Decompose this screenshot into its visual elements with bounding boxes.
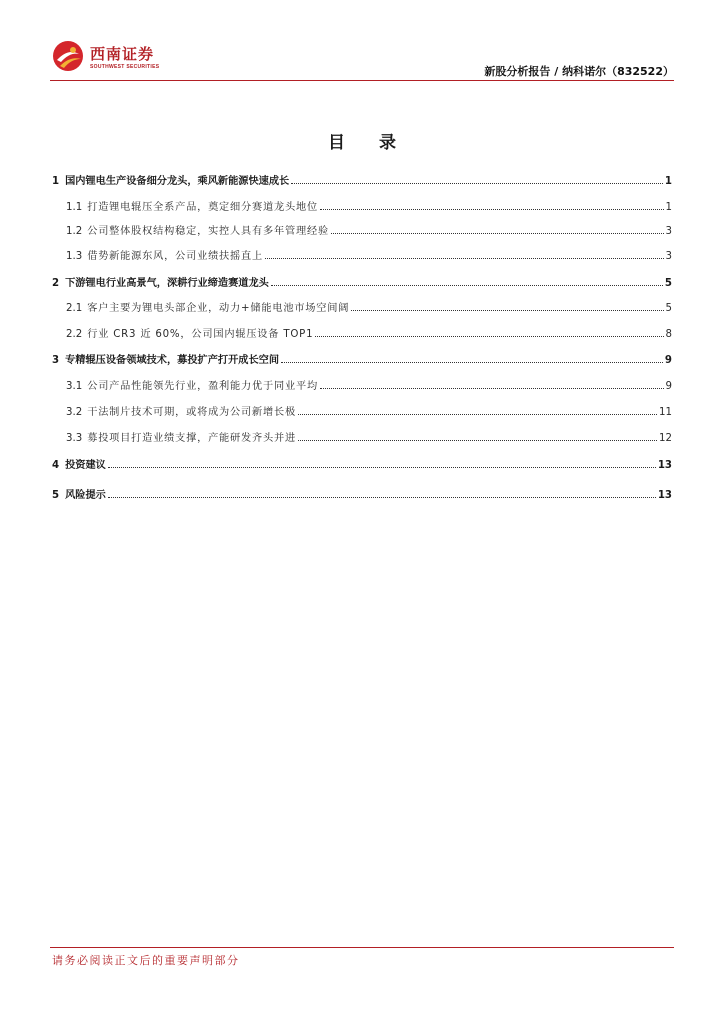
logo-english-name: SOUTHWEST SECURITIES (90, 64, 160, 70)
toc-leader-dots (108, 488, 656, 498)
toc-entry-title: 下游锂电行业高景气，深耕行业缔造赛道龙头 (65, 278, 269, 289)
toc-entry[interactable] (52, 200, 672, 215)
toc-entry-title: 行业 CR3 近 60%，公司国内辊压设备 TOP1 (87, 329, 314, 340)
toc-entry-page: 9 (665, 381, 672, 392)
toc-entry-title: 投资建议 (65, 460, 106, 471)
toc-leader-dots (298, 431, 657, 441)
toc-leader-dots (281, 353, 663, 363)
toc-entry[interactable] (52, 379, 672, 394)
toc-entry-number: 5 (52, 490, 60, 501)
toc-entry-title: 客户主要为锂电头部企业，动力+储能电池市场空间阔 (87, 303, 350, 314)
toc-entry-title: 公司整体股权结构稳定，实控人具有多年管理经验 (87, 226, 329, 237)
toc-leader-dots (320, 379, 664, 389)
toc-entry-page: 3 (665, 251, 672, 262)
toc-entry-number: 2 (52, 278, 60, 289)
toc-entry-page: 3 (665, 226, 672, 237)
toc-entry-number: 2.1 (66, 303, 83, 314)
toc-leader-dots (351, 301, 663, 311)
toc-leader-dots (331, 224, 664, 234)
toc-entry[interactable] (52, 174, 672, 189)
toc-entry-page: 9 (664, 355, 672, 366)
toc-entry-number: 3 (52, 355, 60, 366)
toc-entry-title: 打造锂电辊压全系产品，奠定细分赛道龙头地位 (87, 202, 318, 213)
toc-entry-page: 1 (665, 202, 672, 213)
toc-entry-page: 11 (659, 407, 672, 418)
toc-entry-page: 13 (657, 490, 672, 501)
toc-entry[interactable] (52, 405, 672, 420)
toc-entry[interactable] (52, 224, 672, 239)
toc-entry-number: 3.3 (66, 433, 83, 444)
toc-entry[interactable] (52, 276, 672, 291)
toc-entry-number: 1.1 (66, 202, 83, 213)
toc-entry-title: 国内锂电生产设备细分龙头，乘风新能源快速成长 (65, 176, 290, 187)
toc-leader-dots (271, 276, 663, 286)
toc-entry-page: 5 (665, 303, 672, 314)
logo-emblem-icon (52, 40, 84, 72)
toc-entry-title: 借势新能源东风，公司业绩扶摇直上 (87, 251, 264, 262)
toc-leader-dots (108, 458, 656, 468)
report-header-title: 新股分析报告 / 纳科诺尔（832522） (484, 65, 674, 78)
toc-entry[interactable] (52, 353, 672, 368)
toc-entry-title: 专精辊压设备领域技术，募投扩产打开成长空间 (65, 355, 280, 366)
toc-entry-page: 1 (664, 176, 672, 187)
toc-entry-title: 募投项目打造业绩支撑，产能研发齐头并进 (87, 433, 296, 444)
toc-entry-title: 风险提示 (65, 490, 106, 501)
toc-entry[interactable] (52, 327, 672, 342)
toc-entry-number: 3.2 (66, 407, 83, 418)
toc-entry-page: 12 (659, 433, 672, 444)
toc-title: 目 录 (328, 133, 410, 153)
toc-leader-dots (265, 249, 664, 259)
header-divider (50, 80, 674, 81)
toc-entry[interactable] (52, 458, 672, 473)
toc-entry-title: 干法制片技术可期，或将成为公司新增长极 (87, 407, 296, 418)
toc-entry-number: 1.3 (66, 251, 83, 262)
toc-entry-number: 2.2 (66, 329, 83, 340)
logo-chinese-name: 西南证券 (90, 45, 155, 63)
toc-entry-page: 8 (665, 329, 672, 340)
toc-entry-title: 公司产品性能领先行业，盈利能力优于同业平均 (87, 381, 318, 392)
footer-divider (50, 947, 674, 948)
toc-leader-dots (291, 174, 663, 184)
toc-entry-number: 4 (52, 460, 60, 471)
toc-entry[interactable] (52, 431, 672, 446)
toc-entry-number: 1 (52, 176, 60, 187)
toc-entry-page: 13 (657, 460, 672, 471)
footer-disclaimer: 请务必阅读正文后的重要声明部分 (52, 954, 240, 967)
toc-entry-page: 5 (664, 278, 672, 289)
toc-leader-dots (298, 405, 657, 415)
toc-entry-number: 1.2 (66, 226, 83, 237)
toc-leader-dots (315, 327, 663, 337)
toc-entry[interactable] (52, 301, 672, 316)
toc-entry[interactable] (52, 488, 672, 503)
toc-entry[interactable] (52, 249, 672, 264)
toc-entry-number: 3.1 (66, 381, 83, 392)
toc-leader-dots (320, 200, 664, 210)
